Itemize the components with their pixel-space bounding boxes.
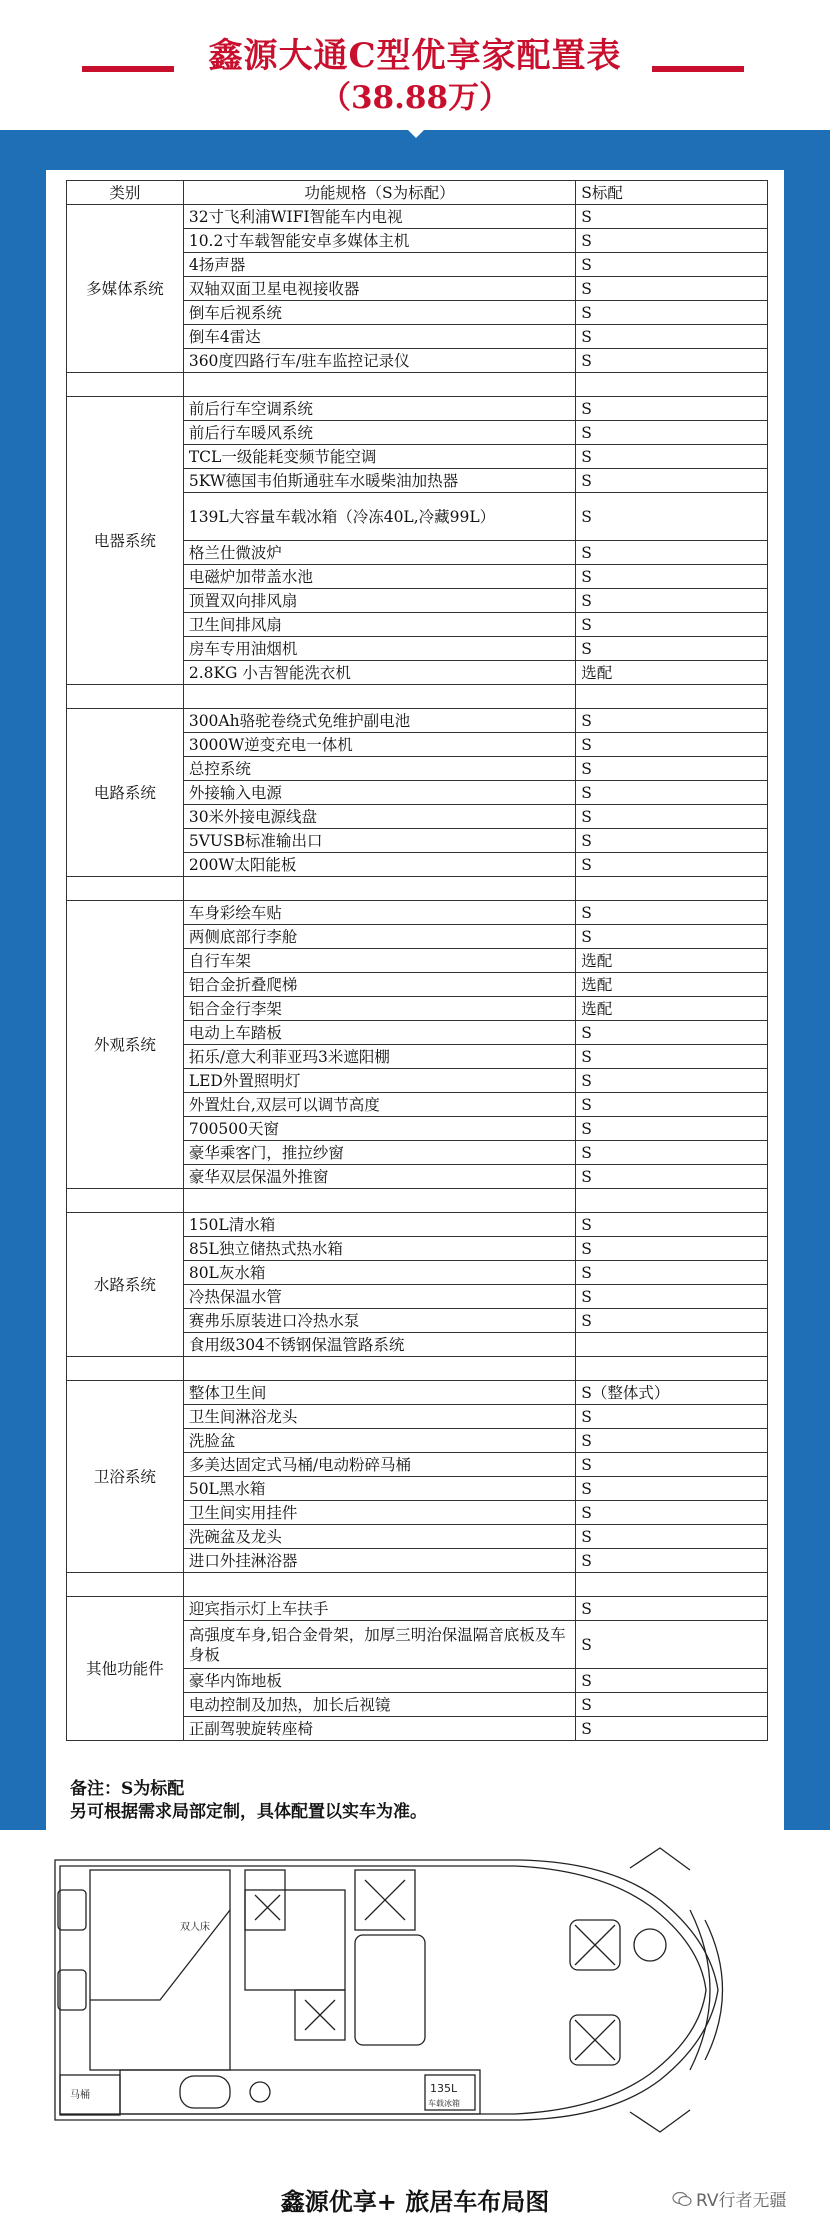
- standard-cell: S: [576, 229, 768, 253]
- feature-cell: 顶置双向排风扇: [183, 589, 575, 613]
- feature-cell: 5KW德国韦伯斯通驻车水暖柴油加热器: [183, 469, 575, 493]
- table-spacer-row: [67, 685, 768, 709]
- feature-cell: 拓乐/意大利菲亚玛3米遮阳棚: [183, 1045, 575, 1069]
- standard-cell: S: [576, 253, 768, 277]
- standard-cell: S: [576, 493, 768, 541]
- spacer-cell: [67, 1189, 184, 1213]
- sink: [180, 2076, 230, 2108]
- feature-cell: 电磁炉加带盖水池: [183, 565, 575, 589]
- standard-cell: S: [576, 541, 768, 565]
- standard-cell: S: [576, 445, 768, 469]
- toilet-label: 马桶: [70, 2090, 90, 2101]
- hob: [250, 2082, 270, 2102]
- feature-cell: 洗脸盆: [183, 1429, 575, 1453]
- price-subtitle: （38.88万）: [319, 80, 511, 116]
- standard-cell: S: [576, 901, 768, 925]
- floorplan-caption: 鑫源优享+ 旅居车布局图: [280, 2188, 550, 2216]
- standard-cell: S: [576, 1093, 768, 1117]
- feature-cell: 360度四路行车/驻车监控记录仪: [183, 349, 575, 373]
- category-cell: 电器系统: [67, 397, 184, 685]
- spacer-cell: [67, 1573, 184, 1597]
- feature-cell: 卫生间实用挂件: [183, 1501, 575, 1525]
- page-title: 鑫源大通C型优享家配置表: [208, 36, 622, 76]
- table-spacer-row: [67, 1189, 768, 1213]
- bed-label: 双人床: [180, 1922, 210, 1933]
- standard-cell: S: [576, 1453, 768, 1477]
- mirror-bottom: [630, 2110, 690, 2132]
- standard-cell: S: [576, 1525, 768, 1549]
- feature-cell: 铝合金折叠爬梯: [183, 973, 575, 997]
- table-row: [67, 1597, 768, 1621]
- wechat-icon: [672, 2191, 692, 2207]
- spacer-cell: [576, 1357, 768, 1381]
- standard-cell: S: [576, 1501, 768, 1525]
- standard-cell: S: [576, 1021, 768, 1045]
- standard-cell: S: [576, 1141, 768, 1165]
- feature-cell: 外置灶台,双层可以调节高度: [183, 1093, 575, 1117]
- standard-cell: S: [576, 781, 768, 805]
- standard-cell: S: [576, 1213, 768, 1237]
- rear-window-top: [58, 1890, 86, 1930]
- seat-a: [245, 1870, 285, 1930]
- feature-cell: 高强度车身,铝合金骨架，加厚三明治保温隔音底板及车身板: [183, 1621, 575, 1669]
- standard-cell: S: [576, 1693, 768, 1717]
- spacer-cell: [67, 1357, 184, 1381]
- standard-cell: 选配: [576, 973, 768, 997]
- note: [70, 1778, 427, 1824]
- feature-cell: 卫生间排风扇: [183, 613, 575, 637]
- feature-cell: 85L独立储热式热水箱: [183, 1237, 575, 1261]
- feature-cell: 多美达固定式马桶/电动粉碎马桶: [183, 1453, 575, 1477]
- feature-cell: 豪华乘客门，推拉纱窗: [183, 1141, 575, 1165]
- spacer-cell: [576, 685, 768, 709]
- watermark-text: RV行者无疆: [696, 2191, 787, 2211]
- table-row: [67, 1381, 768, 1405]
- note-line-1: 备注：S为标配: [70, 1779, 185, 1799]
- spacer-cell: [576, 877, 768, 901]
- standard-cell: S: [576, 301, 768, 325]
- vehicle-inner-outline: [60, 1866, 706, 2114]
- page-header: [0, 0, 830, 135]
- standard-cell: S: [576, 1069, 768, 1093]
- floorplan-diagram: [50, 1840, 780, 2140]
- dinette-table: [245, 1890, 345, 1990]
- feature-cell: 5VUSB标准输出口: [183, 829, 575, 853]
- feature-cell: 自行车架: [183, 949, 575, 973]
- feature-cell: TCL一级能耗变频节能空调: [183, 445, 575, 469]
- standard-cell: S: [576, 613, 768, 637]
- feature-cell: 格兰仕微波炉: [183, 541, 575, 565]
- standard-cell: S: [576, 325, 768, 349]
- feature-cell: 80L灰水箱: [183, 1261, 575, 1285]
- mirror-top: [630, 1848, 690, 1870]
- standard-cell: S: [576, 1717, 768, 1741]
- feature-cell: 总控系统: [183, 757, 575, 781]
- standard-cell: S: [576, 1045, 768, 1069]
- feature-cell: 铝合金行李架: [183, 997, 575, 1021]
- standard-cell: S: [576, 1621, 768, 1669]
- category-cell: 电路系统: [67, 709, 184, 877]
- standard-cell: S: [576, 1117, 768, 1141]
- table-header-row: [67, 181, 768, 205]
- category-cell: 其他功能件: [67, 1597, 184, 1741]
- feature-cell: 30米外接电源线盘: [183, 805, 575, 829]
- table-top: [355, 1935, 425, 2045]
- spacer-cell: [576, 1573, 768, 1597]
- standard-cell: S: [576, 469, 768, 493]
- spec-table: [66, 180, 768, 1741]
- feature-cell: 正副驾驶旋转座椅: [183, 1717, 575, 1741]
- feature-cell: 700500天窗: [183, 1117, 575, 1141]
- standard-cell: S: [576, 565, 768, 589]
- toilet-cubicle: [60, 2075, 120, 2115]
- feature-cell: 前后行车空调系统: [183, 397, 575, 421]
- table-row: [67, 901, 768, 925]
- standard-cell: S: [576, 1165, 768, 1189]
- category-cell: 外观系统: [67, 901, 184, 1189]
- standard-cell: S: [576, 853, 768, 877]
- standard-cell: S: [576, 829, 768, 853]
- standard-cell: S: [576, 757, 768, 781]
- feature-cell: 前后行车暖风系统: [183, 421, 575, 445]
- standard-cell: 选配: [576, 997, 768, 1021]
- spacer-cell: [67, 373, 184, 397]
- table-spacer-row: [67, 1357, 768, 1381]
- standard-cell: S: [576, 277, 768, 301]
- spacer-cell: [67, 877, 184, 901]
- table-row: [67, 1213, 768, 1237]
- header-standard: S标配: [576, 181, 768, 205]
- feature-cell: 洗碗盆及龙头: [183, 1525, 575, 1549]
- feature-cell: 3000W逆变充电一体机: [183, 733, 575, 757]
- feature-cell: LED外置照明灯: [183, 1069, 575, 1093]
- standard-cell: S: [576, 1549, 768, 1573]
- feature-cell: 房车专用油烟机: [183, 637, 575, 661]
- standard-cell: S: [576, 925, 768, 949]
- spacer-cell: [576, 1189, 768, 1213]
- spacer-cell: [183, 1189, 575, 1213]
- table-row: [67, 397, 768, 421]
- category-cell: 卫浴系统: [67, 1381, 184, 1573]
- header-category: 类别: [67, 181, 184, 205]
- standard-cell: S: [576, 397, 768, 421]
- standard-cell: S: [576, 1237, 768, 1261]
- standard-cell: S: [576, 1285, 768, 1309]
- standard-cell: S: [576, 349, 768, 373]
- spacer-cell: [183, 1357, 575, 1381]
- table-row: [67, 709, 768, 733]
- table-row: [67, 205, 768, 229]
- feature-cell: 两侧底部行李舱: [183, 925, 575, 949]
- standard-cell: [576, 1333, 768, 1357]
- feature-cell: 电动控制及加热，加长后视镜: [183, 1693, 575, 1717]
- standard-cell: S: [576, 1597, 768, 1621]
- standard-cell: S（整体式）: [576, 1381, 768, 1405]
- feature-cell: 50L黑水箱: [183, 1477, 575, 1501]
- tank-sub-label: 车载冰箱: [428, 2099, 460, 2108]
- standard-cell: S: [576, 733, 768, 757]
- feature-cell: 食用级304不锈钢保温管路系统: [183, 1333, 575, 1357]
- feature-cell: 卫生间淋浴龙头: [183, 1405, 575, 1429]
- watermark: [672, 2186, 787, 2211]
- feature-cell: 32寸飞利浦WIFI智能车内电视: [183, 205, 575, 229]
- standard-cell: S: [576, 709, 768, 733]
- standard-cell: S: [576, 421, 768, 445]
- feature-cell: 赛弗乐原装进口冷热水泵: [183, 1309, 575, 1333]
- standard-cell: S: [576, 589, 768, 613]
- feature-cell: 整体卫生间: [183, 1381, 575, 1405]
- table-spacer-row: [67, 1573, 768, 1597]
- kitchen-counter: [120, 2070, 480, 2114]
- feature-cell: 倒车后视系统: [183, 301, 575, 325]
- feature-cell: 豪华双层保温外推窗: [183, 1165, 575, 1189]
- standard-cell: S: [576, 1669, 768, 1693]
- feature-cell: 300Ah骆驼卷绕式免维护副电池: [183, 709, 575, 733]
- windshield-inner: [705, 1920, 723, 2060]
- bed: [90, 1870, 230, 2070]
- standard-cell: S: [576, 1261, 768, 1285]
- standard-cell: S: [576, 1405, 768, 1429]
- feature-cell: 车身彩绘车贴: [183, 901, 575, 925]
- feature-cell: 双轴双面卫星电视接收器: [183, 277, 575, 301]
- spacer-cell: [67, 685, 184, 709]
- spacer-cell: [576, 373, 768, 397]
- feature-cell: 2.8KG 小吉智能洗衣机: [183, 661, 575, 685]
- standard-cell: S: [576, 1429, 768, 1453]
- header-feature: 功能规格（S为标配）: [183, 181, 575, 205]
- standard-cell: S: [576, 1477, 768, 1501]
- note-line-2: 另可根据需求局部定制，具体配置以实车为准。: [70, 1802, 427, 1822]
- feature-cell: 进口外挂淋浴器: [183, 1549, 575, 1573]
- spacer-cell: [183, 373, 575, 397]
- spacer-cell: [183, 877, 575, 901]
- standard-cell: 选配: [576, 949, 768, 973]
- feature-cell: 4扬声器: [183, 253, 575, 277]
- category-cell: 多媒体系统: [67, 205, 184, 373]
- feature-cell: 外接输入电源: [183, 781, 575, 805]
- table-spacer-row: [67, 373, 768, 397]
- category-cell: 水路系统: [67, 1213, 184, 1357]
- tank-label: 135L: [430, 2082, 458, 2095]
- feature-cell: 豪华内饰地板: [183, 1669, 575, 1693]
- standard-cell: 选配: [576, 661, 768, 685]
- feature-cell: 200W太阳能板: [183, 853, 575, 877]
- feature-cell: 139L大容量车载冰箱（冷冻40L,冷藏99L）: [183, 493, 575, 541]
- feature-cell: 电动上车踏板: [183, 1021, 575, 1045]
- feature-cell: 10.2寸车载智能安卓多媒体主机: [183, 229, 575, 253]
- frame-notch: [400, 122, 432, 138]
- standard-cell: S: [576, 805, 768, 829]
- spacer-cell: [183, 1573, 575, 1597]
- table-spacer-row: [67, 877, 768, 901]
- standard-cell: S: [576, 205, 768, 229]
- standard-cell: S: [576, 637, 768, 661]
- rear-window-bottom: [58, 1970, 86, 2010]
- feature-cell: 冷热保温水管: [183, 1285, 575, 1309]
- feature-cell: 150L清水箱: [183, 1213, 575, 1237]
- feature-cell: 迎宾指示灯上车扶手: [183, 1597, 575, 1621]
- feature-cell: 倒车4雷达: [183, 325, 575, 349]
- steering-wheel: [634, 1929, 666, 1961]
- standard-cell: S: [576, 1309, 768, 1333]
- spacer-cell: [183, 685, 575, 709]
